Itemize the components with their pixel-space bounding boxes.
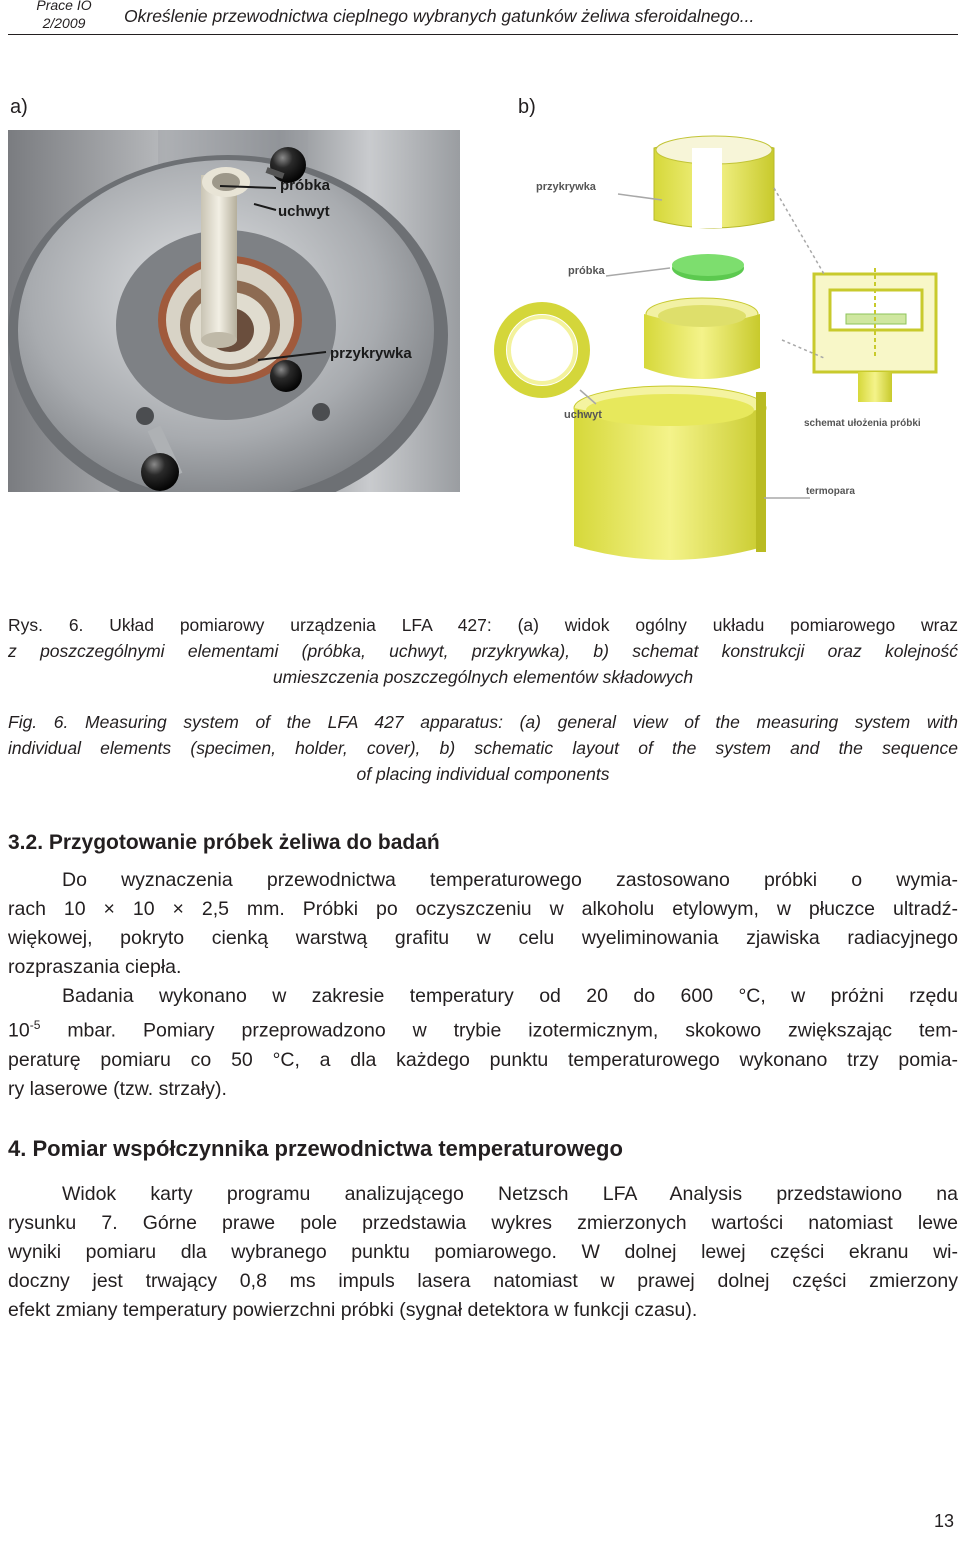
paragraph-line: ry laserowe (tzw. strzały).	[8, 1077, 227, 1100]
paragraph-line: efekt zmiany temperatury powierzchni próbki (sygnał detektora w funkcji czasu).	[8, 1299, 698, 1321]
paragraph-line: więkowej, pokryto cienką warstwą grafitu w celu wyeliminowania zjawiska radiacyjnego	[8, 927, 958, 949]
paragraph-text: mbar. Pomiary przeprowadzono w trybie izotermicznym, skokowo zwiększając tem-	[40, 1019, 958, 1042]
paragraph-line: rozpraszania ciepła.	[8, 956, 182, 978]
caption-pl-line: z poszczególnymi elementami (próbka, uchwyt, przykrywka), b) schemat konstrukcji oraz kolejność	[8, 641, 958, 661]
section-heading: 4. Pomiar współczynnika przewodnictwa temperaturowego	[8, 1136, 623, 1161]
pressure-exponent: -5	[29, 1018, 41, 1032]
section-body	[8, 1180, 958, 1325]
diagram-label-termopara: termopara	[806, 486, 855, 497]
diagram-label-probka: próbka	[568, 265, 605, 277]
caption-en-line: Fig. 6. Measuring system of the LFA 427 apparatus: (a) general view of the measuring system with	[8, 712, 958, 732]
apparatus-photo	[8, 130, 460, 492]
figure-caption-pl	[8, 612, 958, 690]
caption-en-line: of placing individual components	[356, 764, 610, 784]
pressure-base: 10	[8, 1019, 30, 1042]
paragraph-line: Do wyznaczenia przewodnictwa temperaturowego zastosowano próbki o wymia-	[62, 869, 958, 891]
paragraph-line: peraturę pomiaru co 50 °C, a dla każdego punktu temperaturowego wykonano trzy pomia-	[8, 1048, 958, 1071]
journal-issue: 2/2009	[42, 15, 86, 31]
panel-b-label: b)	[518, 96, 536, 118]
page-number: 13	[933, 1511, 954, 1531]
paragraph-line: Widok karty programu analizującego Netzsch LFA Analysis przedstawiono na	[62, 1183, 958, 1205]
journal-title: Prace IO	[36, 0, 92, 13]
caption-pl-line: Rys. 6. Układ pomiarowy urządzenia LFA 427: (a) widok ogólny układu pomiarowego wraz	[8, 615, 958, 635]
caption-pl-line: umieszczenia poszczególnych elementów składowych	[272, 667, 694, 687]
caption-en-line: individual elements (specimen, holder, cover), b) schematic layout of the system and the sequence	[8, 738, 958, 758]
paragraph-line: rysunku 7. Górne prawe pole przedstawia wykres zmierzonych wartości natomiast lewe	[8, 1212, 958, 1234]
photo-label-przykrywka: przykrywka	[330, 345, 412, 362]
paragraph-line: doczny jest trwający 0,8 ms impuls lasera natomiast w prawej dolnej części zmierzony	[8, 1270, 958, 1292]
journal-name	[16, 0, 112, 32]
paragraph-line	[8, 1011, 958, 1046]
running-title: Określenie przewodnictwa cieplnego wybranych gatunków żeliwa sferoidalnego...	[124, 6, 755, 26]
header-rule	[8, 34, 958, 35]
panel-a-label: a)	[10, 96, 28, 118]
figure-caption-en	[8, 709, 958, 787]
photo-label-uchwyt: uchwyt	[278, 203, 330, 220]
schematic-diagram	[494, 128, 952, 576]
diagram-label-schemat: schemat ułożenia próbki	[804, 418, 921, 429]
paragraph-line: wyniki pomiaru dla wybranego punktu pomiarowego. W dolnej lewej części ekranu wi-	[8, 1241, 958, 1263]
section-heading: 3.2. Przygotowanie próbek żeliwa do badań	[8, 831, 440, 854]
diagram-label-uchwyt: uchwyt	[564, 409, 602, 421]
section-body	[8, 866, 958, 1104]
photo-label-probka: próbka	[280, 177, 331, 194]
paragraph-line: rach 10 × 10 × 2,5 mm. Próbki po oczyszczeniu w alkoholu etylowym, w płuczce ultradź-	[8, 898, 958, 920]
paragraph-line: Badania wykonano w zakresie temperatury od 20 do 600 °C, w próżni rzędu	[62, 985, 958, 1007]
diagram-label-przykrywka: przykrywka	[536, 181, 596, 193]
